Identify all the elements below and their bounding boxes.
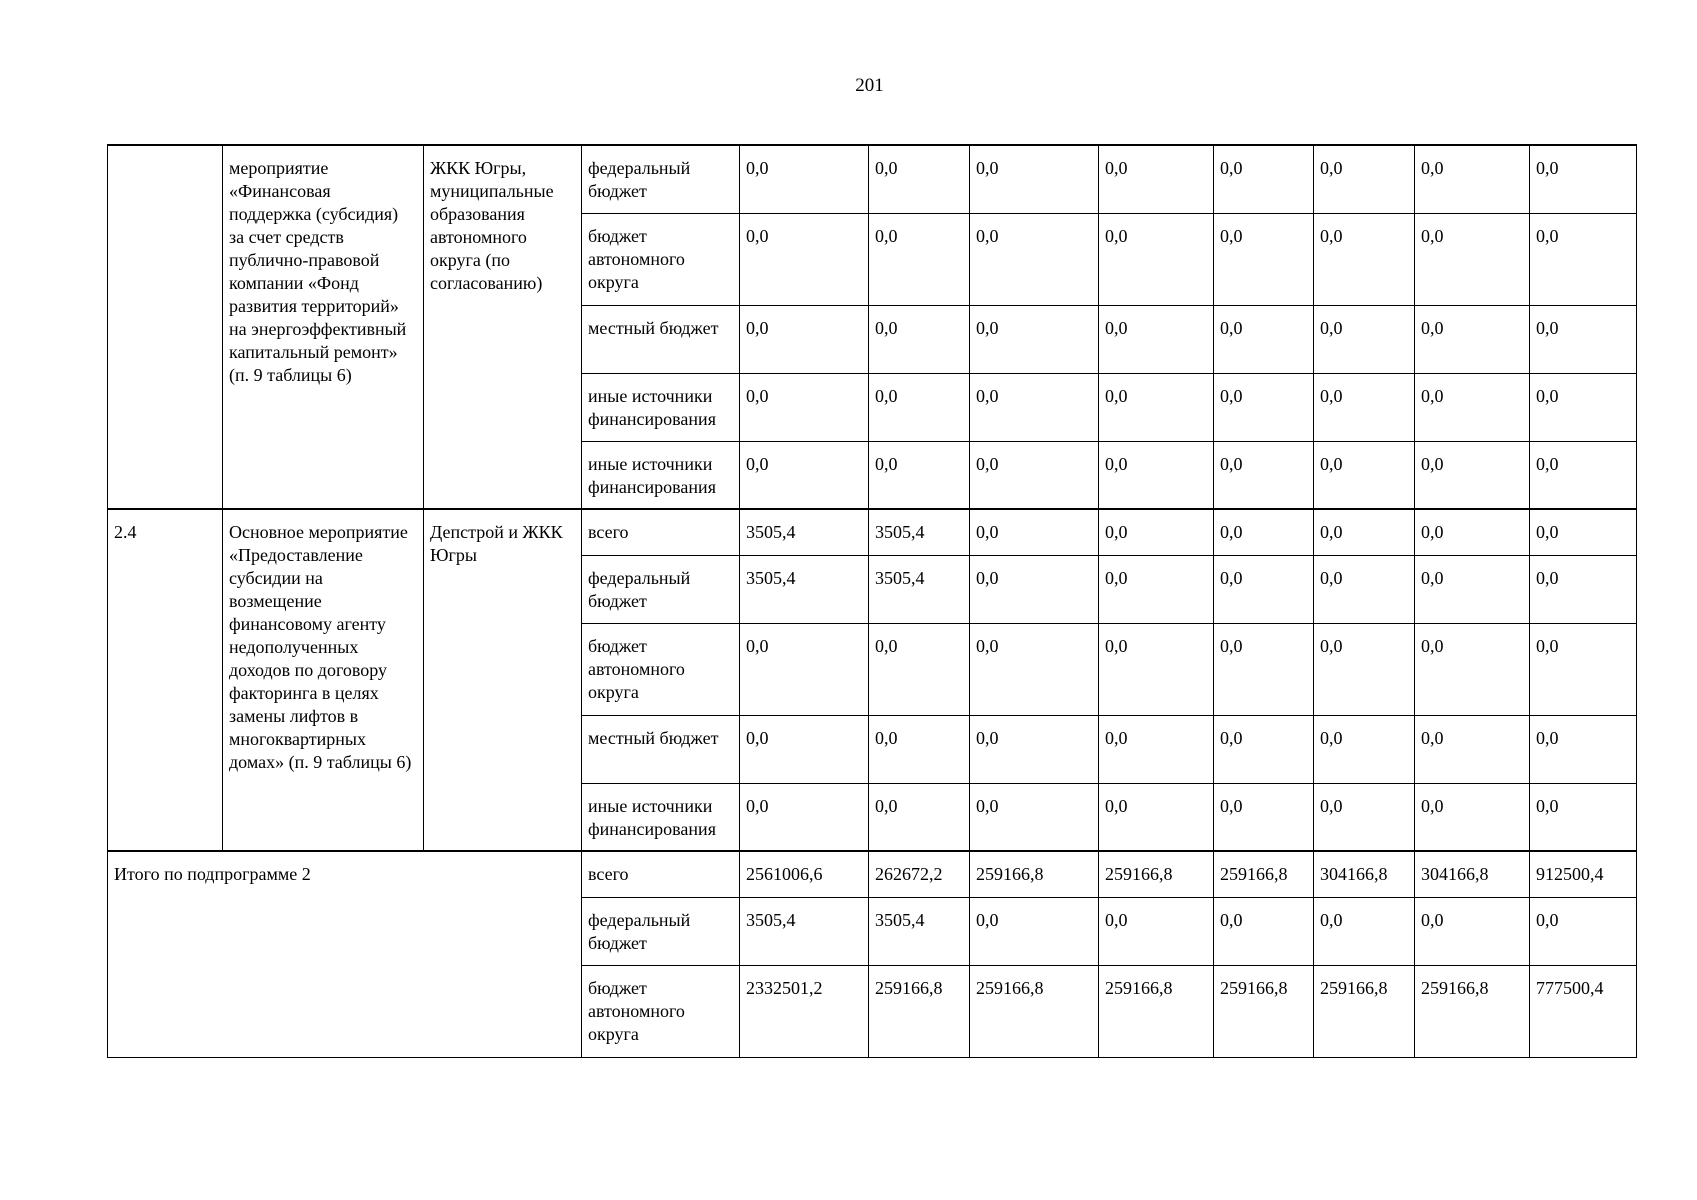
value-cell: 912500,4: [1530, 851, 1637, 897]
value-cell: 0,0: [1530, 509, 1637, 555]
value-cell: 259166,8: [1314, 965, 1415, 1057]
item-executor: ЖКК Югры, муниципальные образования автономного округа (по согласованию): [424, 145, 582, 509]
value-cell: 0,0: [970, 897, 1099, 965]
value-cell: 0,0: [869, 715, 970, 783]
value-cell: 0,0: [970, 373, 1099, 441]
value-cell: 0,0: [970, 715, 1099, 783]
value-cell: 0,0: [1314, 305, 1415, 373]
funding-source: местный бюджет: [582, 715, 740, 783]
value-cell: 0,0: [869, 305, 970, 373]
value-cell: 0,0: [1530, 555, 1637, 623]
value-cell: 0,0: [1314, 373, 1415, 441]
funding-source: всего: [582, 851, 740, 897]
value-cell: 0,0: [1099, 509, 1214, 555]
value-cell: 3505,4: [740, 897, 869, 965]
table-row: [108, 509, 1637, 555]
value-cell: 2332501,2: [740, 965, 869, 1057]
value-cell: 0,0: [1099, 213, 1214, 305]
value-cell: 3505,4: [869, 555, 970, 623]
value-cell: 0,0: [1415, 145, 1530, 213]
value-cell: 0,0: [1214, 145, 1314, 213]
value-cell: 0,0: [1099, 145, 1214, 213]
funding-source: местный бюджет: [582, 305, 740, 373]
value-cell: 259166,8: [970, 851, 1099, 897]
item-number: [108, 145, 223, 509]
value-cell: 0,0: [740, 305, 869, 373]
value-cell: 3505,4: [869, 509, 970, 555]
value-cell: 0,0: [1314, 145, 1415, 213]
value-cell: 0,0: [1314, 555, 1415, 623]
value-cell: 0,0: [1530, 623, 1637, 715]
value-cell: 0,0: [740, 213, 869, 305]
value-cell: 0,0: [1314, 213, 1415, 305]
value-cell: 3505,4: [740, 509, 869, 555]
funding-source: бюджет автономного округа: [582, 965, 740, 1057]
value-cell: 0,0: [970, 441, 1099, 509]
value-cell: 0,0: [869, 441, 970, 509]
funding-source: федеральный бюджет: [582, 555, 740, 623]
value-cell: 0,0: [740, 373, 869, 441]
value-cell: 262672,2: [869, 851, 970, 897]
value-cell: 259166,8: [869, 965, 970, 1057]
value-cell: 0,0: [1314, 509, 1415, 555]
value-cell: 0,0: [1314, 783, 1415, 851]
value-cell: 0,0: [1415, 373, 1530, 441]
value-cell: 0,0: [1099, 897, 1214, 965]
page-number: 201: [855, 75, 884, 96]
value-cell: 0,0: [1099, 623, 1214, 715]
value-cell: 259166,8: [970, 965, 1099, 1057]
funding-source: бюджет автономного округа: [582, 623, 740, 715]
value-cell: 3505,4: [869, 897, 970, 965]
value-cell: 0,0: [1214, 623, 1314, 715]
value-cell: 0,0: [1530, 715, 1637, 783]
value-cell: 0,0: [1415, 305, 1530, 373]
value-cell: 0,0: [1415, 509, 1530, 555]
value-cell: 0,0: [1415, 213, 1530, 305]
value-cell: 0,0: [740, 623, 869, 715]
value-cell: 304166,8: [1415, 851, 1530, 897]
total-row: [108, 851, 1637, 897]
funding-source: иные источники финансирования: [582, 373, 740, 441]
value-cell: 259166,8: [1214, 851, 1314, 897]
value-cell: 0,0: [1530, 305, 1637, 373]
value-cell: 0,0: [1099, 783, 1214, 851]
value-cell: 2561006,6: [740, 851, 869, 897]
financing-table: [107, 144, 1637, 1058]
total-label: Итого по подпрограмме 2: [108, 851, 582, 1057]
value-cell: 259166,8: [1099, 851, 1214, 897]
value-cell: 0,0: [869, 145, 970, 213]
value-cell: 259166,8: [1415, 965, 1530, 1057]
value-cell: 0,0: [1214, 715, 1314, 783]
value-cell: 0,0: [1415, 897, 1530, 965]
funding-source: иные источники финансирования: [582, 441, 740, 509]
value-cell: 0,0: [869, 783, 970, 851]
value-cell: 0,0: [1214, 897, 1314, 965]
value-cell: 259166,8: [1214, 965, 1314, 1057]
value-cell: 0,0: [1415, 623, 1530, 715]
table-row: [108, 145, 1637, 213]
value-cell: 0,0: [1530, 145, 1637, 213]
value-cell: 0,0: [1099, 441, 1214, 509]
value-cell: 0,0: [1214, 305, 1314, 373]
item-executor: Депстрой и ЖКК Югры: [424, 509, 582, 851]
item-name: мероприятие «Финансовая поддержка (субсидия) за счет средств публично-правовой компании «Фонд развития территорий» на энергоэффективный капитальный ремонт» (п. 9 таблицы 6): [223, 145, 424, 509]
value-cell: 0,0: [1415, 441, 1530, 509]
value-cell: 0,0: [1214, 373, 1314, 441]
funding-source: иные источники финансирования: [582, 783, 740, 851]
value-cell: 0,0: [970, 305, 1099, 373]
item-name: Основное мероприятие «Предоставление субсидии на возмещение финансовому агенту недополученных доходов по договору факторинга в целях замены лифтов в многоквартирных домах» (п. 9 таблицы 6): [223, 509, 424, 851]
value-cell: 0,0: [1530, 373, 1637, 441]
value-cell: 0,0: [869, 623, 970, 715]
value-cell: 259166,8: [1099, 965, 1214, 1057]
item-number: 2.4: [108, 509, 223, 851]
value-cell: 304166,8: [1314, 851, 1415, 897]
value-cell: 0,0: [1214, 783, 1314, 851]
value-cell: 0,0: [1530, 783, 1637, 851]
value-cell: 0,0: [1530, 213, 1637, 305]
value-cell: 0,0: [740, 783, 869, 851]
value-cell: 0,0: [1415, 555, 1530, 623]
value-cell: 0,0: [1099, 555, 1214, 623]
value-cell: 777500,4: [1530, 965, 1637, 1057]
value-cell: 0,0: [1214, 213, 1314, 305]
value-cell: 0,0: [1314, 897, 1415, 965]
value-cell: 0,0: [1099, 373, 1214, 441]
value-cell: 0,0: [1214, 509, 1314, 555]
value-cell: 0,0: [1314, 715, 1415, 783]
value-cell: 0,0: [1099, 305, 1214, 373]
value-cell: 0,0: [970, 555, 1099, 623]
funding-source: бюджет автономного округа: [582, 213, 740, 305]
value-cell: 0,0: [1099, 715, 1214, 783]
value-cell: 0,0: [1530, 441, 1637, 509]
value-cell: 3505,4: [740, 555, 869, 623]
value-cell: 0,0: [1530, 897, 1637, 965]
value-cell: 0,0: [740, 715, 869, 783]
value-cell: 0,0: [970, 623, 1099, 715]
table-body: [108, 145, 1637, 1057]
value-cell: 0,0: [740, 441, 869, 509]
value-cell: 0,0: [869, 373, 970, 441]
funding-source: всего: [582, 509, 740, 555]
value-cell: 0,0: [970, 145, 1099, 213]
value-cell: 0,0: [970, 213, 1099, 305]
value-cell: 0,0: [1415, 783, 1530, 851]
value-cell: 0,0: [869, 213, 970, 305]
value-cell: 0,0: [1314, 441, 1415, 509]
value-cell: 0,0: [1214, 555, 1314, 623]
funding-source: федеральный бюджет: [582, 897, 740, 965]
value-cell: 0,0: [1214, 441, 1314, 509]
funding-source: федеральный бюджет: [582, 145, 740, 213]
value-cell: 0,0: [1415, 715, 1530, 783]
value-cell: 0,0: [1314, 623, 1415, 715]
value-cell: 0,0: [970, 783, 1099, 851]
value-cell: 0,0: [970, 509, 1099, 555]
value-cell: 0,0: [740, 145, 869, 213]
